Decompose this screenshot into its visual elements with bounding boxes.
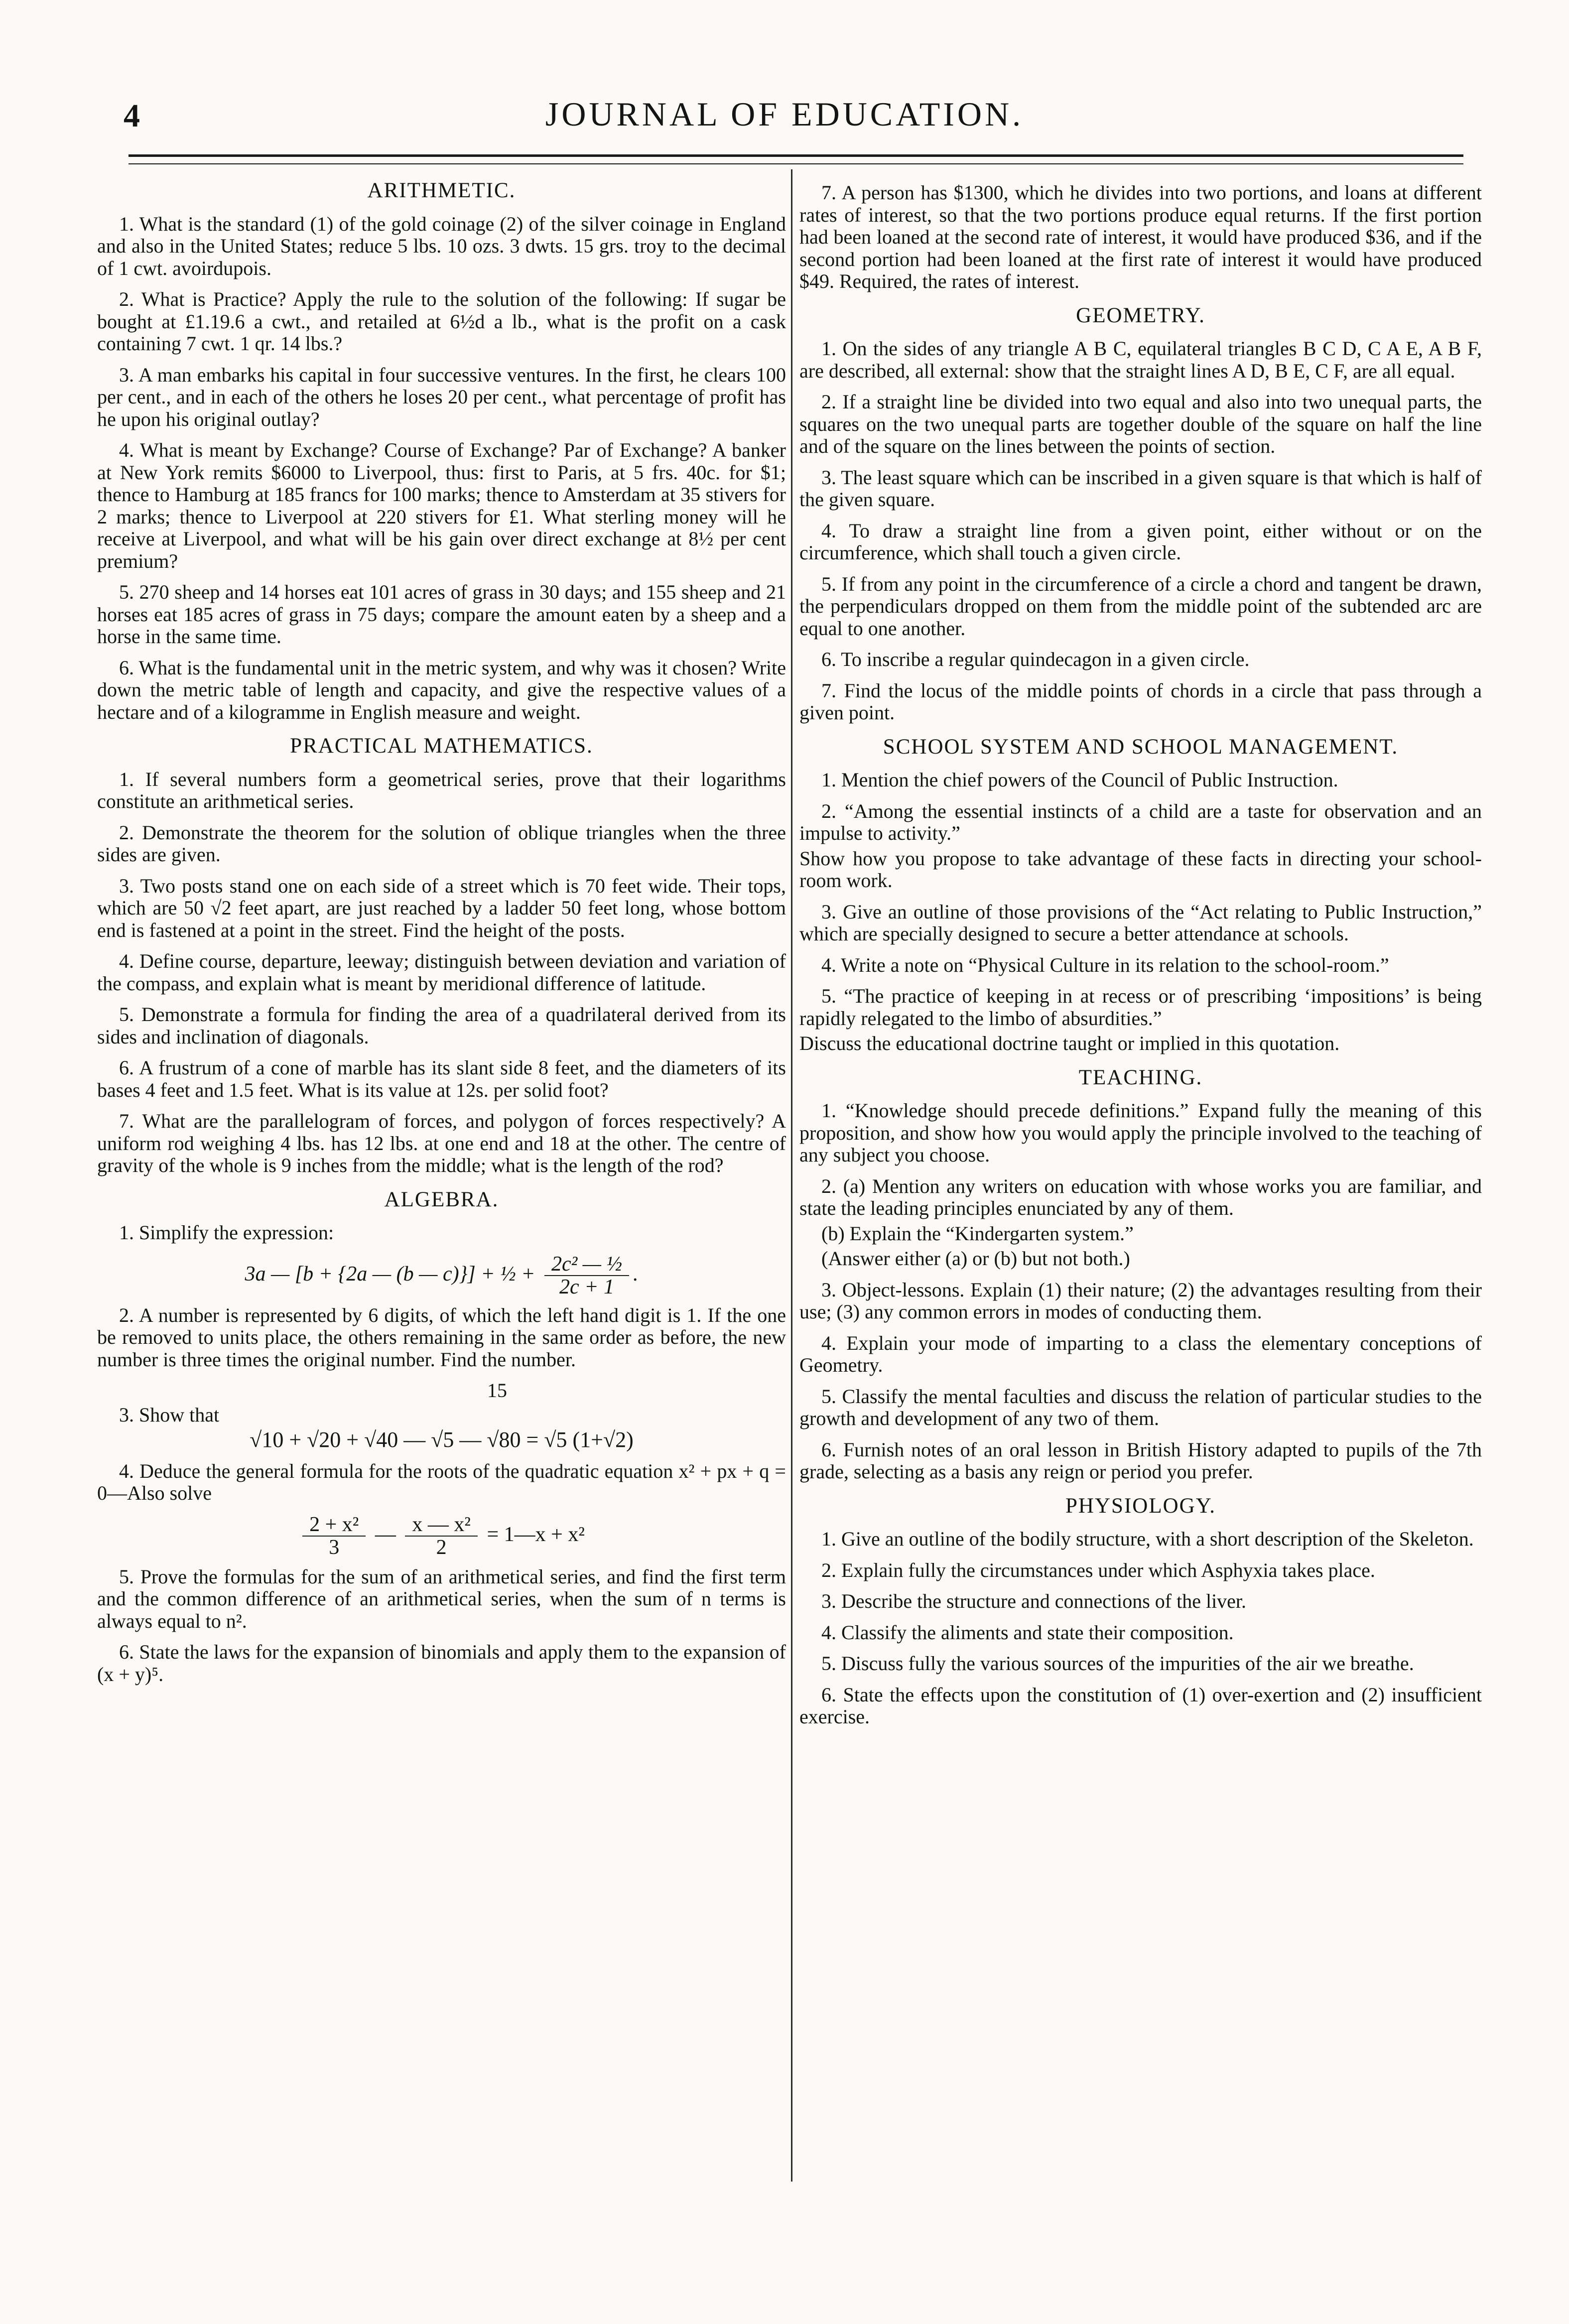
arithmetic-question-1: 1. What is the standard (1) of the gold coinage (2) of the silver coinage in England and also in the United States; reduce 5 lbs. 10 ozs. 3 dwts. 15 grs. troy to the decimal of 1 cwt. avoirdupois. [97, 212, 786, 279]
algebra-question-3: 3. Show that [119, 1403, 220, 1426]
geometry-question-2: 2. If a straight line be divided into two equal and also into two unequal parts, the squares on the two unequal parts are together double of the square on half the line and of the square on the lines between the points of section. [799, 390, 1482, 457]
school-question-4: 4. Write a note on “Physical Culture in its relation to the school-room.” [821, 953, 1389, 976]
teaching-question-2: 2. (a) Mention any writers on education with whose works you are familiar, and state the leading principles enunciated by any of them. [799, 1174, 1482, 1219]
q4-fraction-1-numerator: 2 + x² [302, 1514, 366, 1537]
physiology-question-1: 1. Give an outline of the bodily structure, with a short description of the Skeleton. [821, 1528, 1474, 1550]
algebra-question-1: 1. Simplify the expression: [119, 1221, 334, 1244]
teaching-question-2-part-b: (b) Explain the “Kindergarten system.” [821, 1222, 1134, 1245]
left-column [97, 177, 786, 1694]
practical-question-7: 7. What are the parallelogram of forces, and polygon of forces respectively? A uniform rod weighing 4 lbs. has 12 lbs. at one end and 18 at the other. The centre of gravity of the whole is 9 inches from the middle; what is the length of the rod? [97, 1110, 786, 1176]
school-question-1: 1. Mention the chief powers of the Council of Public Instruction. [821, 769, 1338, 791]
geometry-question-7: 7. Find the locus of the middle points of chords in a circle that pass through a given point. [799, 679, 1482, 724]
arithmetic-question-4: 4. What is meant by Exchange? Course of Exchange? Par of Exchange? A banker at New York remits $6000 to Liverpool, thus: first to Paris, at 5 frs. 40c. for $1; thence to Hamburg at 185 francs for 100 marks; thence to Amsterdam at 35 stivers for 2 marks; thence to Liverpool at 220 stivers for £1. What sterling money will he receive at Liverpool, and what will be his gain over direct exchange at 8½ per cent premium? [97, 439, 786, 572]
practical-question-2: 2. Demonstrate the theorem for the solution of oblique triangles when the three sides are given. [97, 821, 786, 866]
algebra-q4-equation: $\frac{\text{2 + x²}}{3}$ — $\frac{\text{x — x²}}{2}$ = 1—x + x² [97, 1514, 786, 1559]
section-heading-school-system: SCHOOL SYSTEM AND SCHOOL MANAGEMENT. [883, 735, 1399, 759]
school-question-2-part-b: Show how you propose to take advantage of these facts in directing your school-room work. [799, 847, 1482, 892]
algebra-question-6: 6. State the laws for the expansion of binomials and apply them to the expansion of (x + y)⁵. [97, 1641, 786, 1685]
section-heading-algebra: ALGEBRA. [384, 1187, 499, 1211]
geometry-question-5: 5. If from any point in the circumference of a circle a chord and tangent be drawn, the perpendiculars dropped on them from the middle point of the subtended arc are equal to one another. [799, 572, 1482, 640]
geometry-question-4: 4. To draw a straight line from a given point, either without or on the circumference, which shall touch a given circle. [799, 519, 1482, 564]
physiology-question-3: 3. Describe the structure and connections of the liver. [821, 1590, 1247, 1612]
fraction-denominator: 2c + 1 [559, 1276, 614, 1298]
section-heading-physiology: PHYSIOLOGY. [1065, 1494, 1216, 1518]
school-question-2: 2. “Among the essential instincts of a child are a taste for observation and an impulse to activity.” [799, 799, 1482, 844]
header-rule-thin [129, 163, 1463, 164]
header-rule [129, 154, 1463, 157]
school-question-5: 5. “The practice of keeping in at recess or of prescribing ‘impositions’ is being rapidly relegated to the limbo of absurdities.” [799, 985, 1482, 1030]
practical-question-6: 6. A frustrum of a cone of marble has its slant side 8 feet, and the diameters of its bases 4 feet and 1.5 feet. What is its value at 12s. per solid foot? [97, 1056, 786, 1101]
teaching-question-3: 3. Object-lessons. Explain (1) their nature; (2) the advantages resulting from their use; (3) any common errors in modes of conducting them. [799, 1278, 1482, 1323]
algebra-question-5: 5. Prove the formulas for the sum of an arithmetical series, and find the first term and the common difference of an arithmetical series, when the sum of n terms is always equal to n². [97, 1565, 786, 1632]
fraction-numerator: 2c² — ½ [544, 1253, 629, 1277]
q4-fraction-1-denominator: 3 [329, 1536, 340, 1559]
q4-equation-rhs: = 1—x + x² [487, 1523, 585, 1546]
algebra-expression-1: 3a — [b + {2a — (b — c)}] + ½ + $\frac{\text{2c² — ½}}{2c + 1}$ . [245, 1252, 639, 1298]
algebra-question-2: 2. A number is represented by 6 digits, of which the left hand digit is 1. If the one be removed to units place, the others remaining in the same order as before, the new number is three times the original number. Find the number. [97, 1303, 786, 1371]
algebra-q3-numerator: 15 [487, 1379, 507, 1402]
teaching-question-5: 5. Classify the mental faculties and discuss the relation of particular studies to the growth and development of any two of them. [799, 1385, 1482, 1429]
practical-question-1: 1. If several numbers form a geometrical series, prove that their logarithms constitute an arithmetical series. [97, 768, 786, 812]
practical-question-3: 3. Two posts stand one on each side of a street which is 70 feet wide. Their tops, which are 50 √2 feet apart, are just reached by a ladder 50 feet long, whose bottom end is fastened at a point in the street. Find the height of the posts. [97, 874, 786, 941]
algebra-q3-expression: √10 + √20 + √40 — √5 — √80 = √5 (1+√2) [250, 1427, 634, 1452]
section-heading-teaching: TEACHING. [1078, 1065, 1203, 1089]
q4-fraction-2 [405, 1514, 478, 1559]
arithmetic-question-3: 3. A man embarks his capital in four successive ventures. In the first, he clears 100 per cent., and in each of the others he loses 20 per cent., what percentage of profit has he upon his original outlay? [97, 363, 786, 430]
page-number: 4 [124, 98, 140, 134]
school-question-3: 3. Give an outline of those provisions of the “Act relating to Public Instruction,” which are specially designed to secure a better attendance at schools. [799, 900, 1482, 945]
physiology-question-2: 2. Explain fully the circumstances under which Asphyxia takes place. [821, 1558, 1375, 1581]
practical-question-4: 4. Define course, departure, leeway; distinguish between deviation and variation of the compass, and explain what is meant by meridional difference of latitude. [97, 950, 786, 995]
teaching-question-1: 1. “Knowledge should precede definitions.” Expand fully the meaning of this proposition, and show how you would apply the principle involved to the teaching of any subject you choose. [799, 1099, 1482, 1166]
arithmetic-question-2: 2. What is Practice? Apply the rule to the solution of the following: If sugar be bought at £1.19.6 a cwt., and retailed at 6½d a lb., what is the profit on a cask containing 7 cwt. 1 qr. 14 lbs.? [97, 288, 786, 355]
expression-fraction [544, 1253, 629, 1298]
algebra-question-4: 4. Deduce the general formula for the roots of the quadratic equation x² + px + q = 0—Also solve [97, 1459, 786, 1504]
physiology-question-4: 4. Classify the aliments and state their composition. [821, 1621, 1234, 1644]
expression-lhs: 3a — [b + {2a — (b — c)}] + ½ + [245, 1262, 535, 1286]
q4-fraction-1 [302, 1514, 366, 1559]
right-column [799, 177, 1482, 1737]
geometry-question-6: 6. To inscribe a regular quindecagon in a given circle. [821, 648, 1250, 670]
teaching-question-2-note: (Answer either (a) or (b) but not both.) [821, 1247, 1130, 1270]
section-heading-practical-mathematics: PRACTICAL MATHEMATICS. [290, 734, 593, 758]
arithmetic-question-7: 7. A person has $1300, which he divides into two portions, and loans at different rates of interest, so that the two portions produce equal returns. If the first portion had been loaned at the second rate of interest, it would have produced $36, and if the second portion had been loaned at the first rate of interest it would have produced $49. Required, the rates of interest. [799, 181, 1482, 292]
physiology-question-6: 6. State the effects upon the constitution of (1) over-exertion and (2) insufficient exercise. [799, 1683, 1482, 1728]
practical-question-5: 5. Demonstrate a formula for finding the area of a quadrilateral derived from its sides and inclination of diagonals. [97, 1003, 786, 1048]
geometry-question-3: 3. The least square which can be inscribed in a given square is that which is half of the given square. [799, 466, 1482, 511]
column-divider [791, 169, 792, 2182]
physiology-question-5: 5. Discuss fully the various sources of the impurities of the air we breathe. [821, 1652, 1414, 1675]
arithmetic-question-5: 5. 270 sheep and 14 horses eat 101 acres of grass in 30 days; and 155 sheep and 21 horses eat 185 acres of grass in 75 days; compare the amount eaten by a sheep and a horse in the same time. [97, 581, 786, 647]
q4-fraction-2-denominator: 2 [436, 1536, 447, 1559]
geometry-question-1: 1. On the sides of any triangle A B C, equilateral triangles B C D, C A E, A B F, are described, all external: show that the straight lines A D, B E, C F, are all equal. [799, 337, 1482, 382]
section-heading-arithmetic: ARITHMETIC. [367, 179, 516, 202]
teaching-question-4: 4. Explain your mode of imparting to a class the elementary conceptions of Geometry. [799, 1331, 1482, 1376]
school-question-5-part-b: Discuss the educational doctrine taught or implied in this quotation. [799, 1032, 1340, 1054]
q4-fraction-2-numerator: x — x² [405, 1514, 478, 1537]
arithmetic-question-6: 6. What is the fundamental unit in the metric system, and why was it chosen? Write down the metric table of length and capacity, and give the respective values of a hectare and of a kilogramme in English measure and weight. [97, 656, 786, 723]
teaching-question-6: 6. Furnish notes of an oral lesson in British History adapted to pupils of the 7th grade, selecting as a basis any reign or period you prefer. [799, 1438, 1482, 1483]
section-heading-geometry: GEOMETRY. [1076, 303, 1205, 327]
running-title: JOURNAL OF EDUCATION. [545, 95, 1024, 133]
